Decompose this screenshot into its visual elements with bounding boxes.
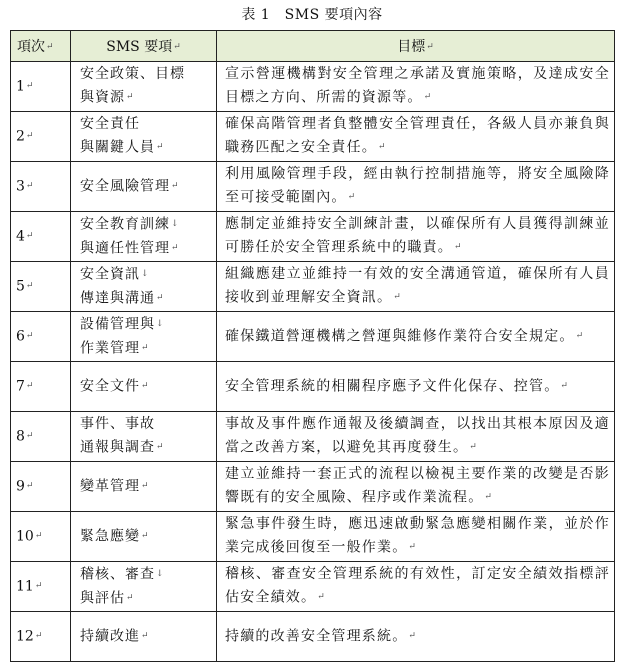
row-item: 持續改進↵	[71, 612, 217, 662]
row-item: 安全資訊↓ 傳達與溝通↵	[71, 262, 217, 312]
table-row	[11, 512, 615, 562]
row-number: 12↵	[11, 612, 71, 662]
table-header-row	[11, 31, 615, 62]
table-row	[11, 62, 615, 112]
row-number: 10↵	[11, 512, 71, 562]
row-number: 7↵	[11, 362, 71, 412]
row-number: 2↵	[11, 112, 71, 162]
row-item: 安全文件↵	[71, 362, 217, 412]
row-goal: 宣示營運機構對安全管理之承諾及實施策略，及達成安全目標之方向、所需的資源等。↵	[217, 62, 615, 112]
row-goal: 稽核、審查安全管理系統的有效性，訂定安全績效指標評估安全績效。↵	[217, 562, 615, 612]
table-row	[11, 112, 615, 162]
table-row	[11, 462, 615, 512]
header-item: SMS 要項↵	[71, 31, 217, 62]
row-goal: 組織應建立並維持一有效的安全溝通管道，確保所有人員接收到並理解安全資訊。↵	[217, 262, 615, 312]
row-number: 11↵	[11, 562, 71, 612]
table-caption: 表 1 SMS 要項內容	[241, 7, 383, 23]
row-item: 變革管理↵	[71, 462, 217, 512]
row-goal: 安全管理系統的相關程序應予文件化保存、控管。↵	[217, 362, 615, 412]
row-number: 5↵	[11, 262, 71, 312]
sms-items-table	[10, 30, 615, 662]
table-row	[11, 412, 615, 462]
header-num: 項次↵	[11, 31, 71, 62]
row-goal: 緊急事件發生時，應迅速啟動緊急應變相關作業，並於作業完成後回復至一般作業。↵	[217, 512, 615, 562]
table-row	[11, 612, 615, 662]
row-item: 稽核、審查↓ 與評估↵	[71, 562, 217, 612]
row-item: 事件、事故 通報與調查↵	[71, 412, 217, 462]
table-row	[11, 162, 615, 212]
row-item: 安全教育訓練↓ 與適任性管理↵	[71, 212, 217, 262]
row-item: 安全責任 與關鍵人員↵	[71, 112, 217, 162]
row-goal: 確保高階管理者負整體安全管理責任，各級人員亦兼負與職務匹配之安全責任。↵	[217, 112, 615, 162]
row-item: 安全風險管理↵	[71, 162, 217, 212]
row-item: 設備管理與↓ 作業管理↵	[71, 312, 217, 362]
row-goal: 建立並維持一套正式的流程以檢視主要作業的改變是否影響既有的安全風險、程序或作業流程。↵	[217, 462, 615, 512]
table-row	[11, 362, 615, 412]
row-number: 4↵	[11, 212, 71, 262]
row-goal: 持續的改善安全管理系統。↵	[217, 612, 615, 662]
table-row	[11, 312, 615, 362]
row-number: 3↵	[11, 162, 71, 212]
row-number: 8↵	[11, 412, 71, 462]
row-goal: 利用風險管理手段，經由執行控制措施等，將安全風險降至可接受範圍內。↵	[217, 162, 615, 212]
row-number: 1↵	[11, 62, 71, 112]
row-goal: 事故及事件應作通報及後續調查，以找出其根本原因及適當之改善方案，以避免其再度發生。↵	[217, 412, 615, 462]
row-item: 緊急應變↵	[71, 512, 217, 562]
row-item: 安全政策、目標 與資源↵	[71, 62, 217, 112]
header-goal: 目標↵	[217, 31, 615, 62]
row-number: 9↵	[11, 462, 71, 512]
table-row	[11, 262, 615, 312]
row-goal: 應制定並維持安全訓練計畫，以確保所有人員獲得訓練並可勝任於安全管理系統中的職責。↵	[217, 212, 615, 262]
row-goal: 確保鐵道營運機構之營運與維修作業符合安全規定。↵	[217, 312, 615, 362]
row-number: 6↵	[11, 312, 71, 362]
table-row	[11, 562, 615, 612]
table-row	[11, 212, 615, 262]
